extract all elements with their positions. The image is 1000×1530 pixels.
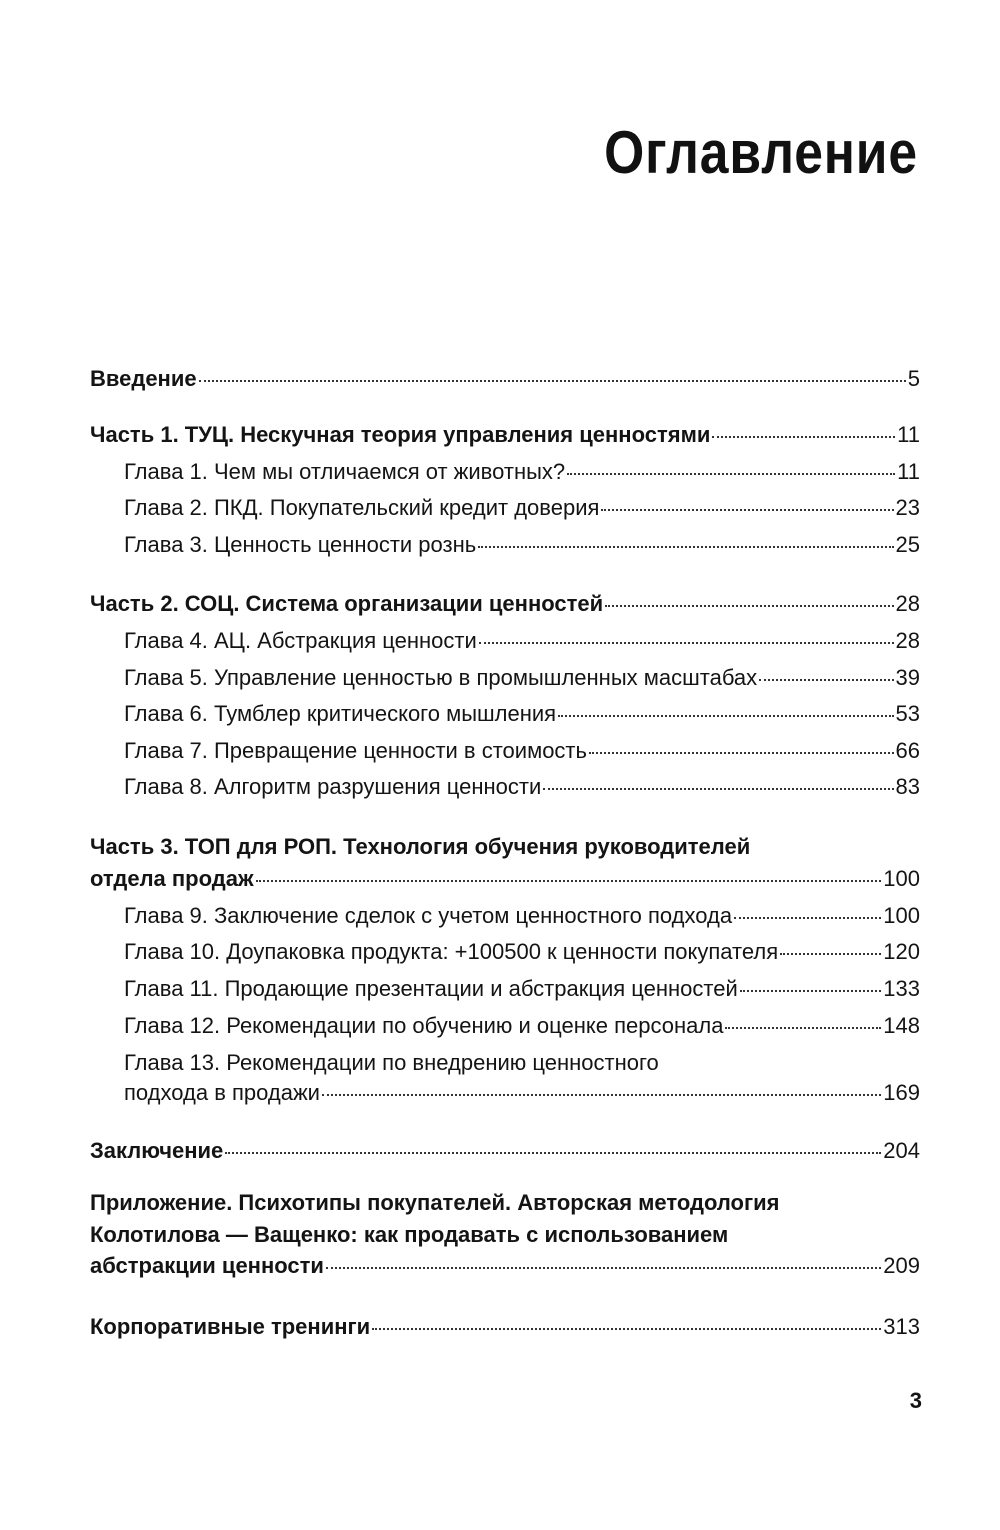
toc-entry-label: Глава 3. Ценность ценности рознь [124, 532, 477, 557]
toc-entry-line [90, 1222, 920, 1248]
dot-leader [225, 1152, 881, 1154]
toc-entry-label: Глава 13. Рекомендации по внедрению ценностного [124, 1050, 659, 1075]
toc-entry-page: 133 [883, 976, 920, 1001]
toc-entry-part1[interactable] [90, 422, 920, 448]
toc-entry-label: Глава 10. Доупаковка продукта: +100500 к ценности покупателя [124, 939, 779, 964]
toc-entry-ch5[interactable] [124, 665, 920, 691]
toc-entry-label: Колотилова — Ващенко: как продавать с использованием [90, 1222, 729, 1247]
toc-entry-ch4[interactable] [124, 628, 920, 654]
toc-entry-page: 28 [895, 591, 920, 616]
toc-entry-label: Глава 12. Рекомендации по обучению и оценке персонала [124, 1013, 724, 1038]
dot-leader [322, 1094, 881, 1096]
toc-entry-line [90, 1253, 920, 1279]
toc-entry-line [124, 1050, 920, 1076]
toc-entry-page: 53 [895, 701, 920, 726]
toc-entry-ch8[interactable] [124, 774, 920, 800]
dot-leader [712, 436, 895, 438]
toc-entry-page: 11 [897, 422, 920, 447]
toc-entry-page: 23 [895, 495, 920, 520]
toc-entry-page: 313 [883, 1314, 920, 1339]
dot-leader [740, 990, 882, 992]
toc-entry-label: Глава 1. Чем мы отличаемся от животных? [124, 459, 566, 484]
toc-entry-page: 28 [895, 628, 920, 653]
toc-entry-intro[interactable] [90, 366, 920, 392]
toc-entry-page: 204 [883, 1138, 920, 1163]
toc-entry-label: Часть 2. СОЦ. Система организации ценностей [90, 591, 604, 616]
dot-leader [558, 715, 893, 717]
page-number: 3 [909, 1388, 922, 1413]
dot-leader [478, 546, 893, 548]
dot-leader [256, 880, 882, 882]
toc-entry-label: Глава 9. Заключение сделок с учетом ценностного подхода [124, 903, 733, 928]
toc-entry-page: 100 [883, 903, 920, 928]
toc-entry-page: 148 [883, 1013, 920, 1038]
dot-leader [479, 642, 894, 644]
toc-entry-page: 83 [895, 774, 920, 799]
toc-entry-ch12[interactable] [124, 1013, 920, 1039]
toc-entry-ch10[interactable] [124, 939, 920, 965]
toc-entry-page: 5 [907, 366, 920, 391]
toc-entry-label: Глава 4. АЦ. Абстракция ценности [124, 628, 477, 653]
toc-entry-label: Глава 2. ПКД. Покупательский кредит доверия [124, 495, 600, 520]
toc-entry-ch7[interactable] [124, 738, 920, 764]
toc-entry-ch6[interactable] [124, 701, 920, 727]
dot-leader [759, 679, 893, 681]
dot-leader [372, 1328, 881, 1330]
toc-entry-label: Введение [90, 366, 197, 391]
dot-leader [326, 1267, 881, 1269]
toc-entry-conclusion[interactable] [90, 1138, 920, 1164]
toc-entry-label: абстракции ценности [90, 1253, 324, 1278]
toc-entry-label: Часть 3. ТОП для РОП. Технология обучения руководителей [90, 834, 751, 859]
toc-entry-label: Приложение. Психотипы покупателей. Авторская методология [90, 1190, 780, 1215]
dot-leader [725, 1027, 881, 1029]
toc-entry-label: Часть 1. ТУЦ. Нескучная теория управления ценностями [90, 422, 711, 447]
toc-entry-page: 120 [883, 939, 920, 964]
toc-entry-page: 25 [895, 532, 920, 557]
toc-entry-label: подхода в продажи [124, 1080, 320, 1105]
dot-leader [780, 953, 881, 955]
toc-entry-label: Глава 7. Превращение ценности в стоимость [124, 738, 587, 763]
toc-entry-label: Глава 11. Продающие презентации и абстракция ценностей [124, 976, 738, 1001]
toc-entry-ch2[interactable] [124, 495, 920, 521]
toc-entry-ch9[interactable] [124, 903, 920, 929]
toc-entry-ch3[interactable] [124, 532, 920, 558]
toc-entry-line [90, 866, 920, 892]
toc-entry-label: Заключение [90, 1138, 224, 1163]
toc-entry-page: 100 [883, 866, 920, 891]
toc-entry-page: 66 [895, 738, 920, 763]
dot-leader [199, 380, 906, 382]
toc-entry-label: Корпоративные тренинги [90, 1314, 371, 1339]
toc-entry-page: 39 [895, 665, 920, 690]
toc-entry-line [90, 834, 920, 860]
dot-leader [605, 605, 893, 607]
toc-entry-line [90, 1190, 920, 1216]
dot-leader [734, 917, 881, 919]
toc-entry-page: 209 [883, 1253, 920, 1278]
toc-entry-ch1[interactable] [124, 459, 920, 485]
toc-entry-page: 11 [897, 459, 920, 484]
dot-leader [601, 509, 893, 511]
toc-entry-label: отдела продаж [90, 866, 254, 891]
dot-leader [589, 752, 894, 754]
toc-entry-label: Глава 8. Алгоритм разрушения ценности [124, 774, 542, 799]
toc-entry-ch11[interactable] [124, 976, 920, 1002]
toc-entry-label: Глава 5. Управление ценностью в промышленных масштабах [124, 665, 758, 690]
toc-entry-part2[interactable] [90, 591, 920, 617]
toc-entry-line [124, 1080, 920, 1106]
page-title: Оглавление [604, 119, 918, 186]
toc-entry-page: 169 [883, 1080, 920, 1105]
dot-leader [567, 473, 895, 475]
dot-leader [543, 788, 893, 790]
toc-entry-trainings[interactable] [90, 1314, 920, 1340]
toc-entry-label: Глава 6. Тумблер критического мышления [124, 701, 557, 726]
